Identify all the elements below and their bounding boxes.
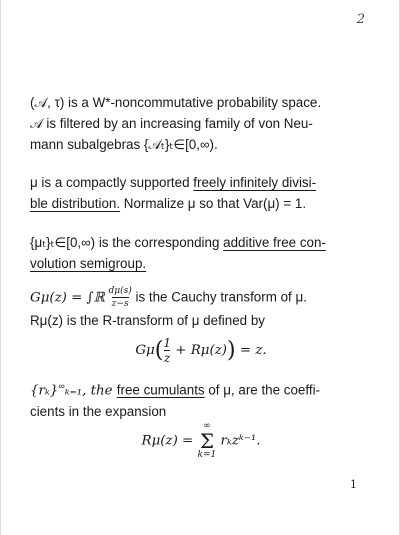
underlined-term: volution semigroup. bbox=[30, 256, 147, 271]
summation bbox=[198, 422, 217, 460]
text-span: is the Cauchy transform of μ. bbox=[131, 289, 307, 305]
text-line bbox=[30, 193, 370, 214]
text-span: {μₜ}ₜ∈[0,∞) is the corresponding bbox=[30, 235, 224, 250]
fraction bbox=[163, 336, 171, 365]
paragraph-semigroup bbox=[30, 232, 370, 274]
math-inline: Rμ(z) = bbox=[141, 433, 194, 449]
text-line bbox=[30, 253, 370, 274]
equation-cumulant-expansion bbox=[1, 422, 400, 460]
paren-left: ( bbox=[154, 338, 164, 363]
text-line: 𝒜 is filtered by an increasing family of von Neu- bbox=[30, 116, 313, 131]
math-inline: Gμ bbox=[135, 343, 155, 358]
math-inline: rₖzᵏ⁻¹. bbox=[220, 433, 261, 449]
underlined-term: ble distribution. bbox=[30, 196, 121, 211]
equation-r-transform bbox=[1, 336, 400, 365]
math-inline: + Rμ(z) bbox=[175, 343, 227, 358]
math-inline: ₖ₌₁, the bbox=[64, 383, 117, 399]
text-line bbox=[30, 172, 370, 193]
fraction-denominator: z−s bbox=[111, 299, 129, 309]
fraction bbox=[108, 286, 131, 310]
paragraph-probability-space bbox=[30, 92, 370, 155]
fraction-numerator: dμ(s) bbox=[108, 286, 132, 296]
math-inline: Gμ(z) = ∫ℝ bbox=[30, 290, 105, 306]
summation-upper: ∞ bbox=[203, 421, 211, 431]
page-number: 1 bbox=[350, 478, 357, 491]
text-span: μ is a compactly supported bbox=[30, 175, 194, 190]
fraction-denominator: z bbox=[163, 351, 171, 365]
paren-right: ) bbox=[227, 338, 236, 363]
fraction-numerator: 1 bbox=[163, 336, 171, 350]
text-span: Normalize μ so that Var(μ) = 1. bbox=[120, 196, 307, 211]
summation-sign: Σ bbox=[199, 429, 214, 453]
text-line bbox=[30, 232, 370, 253]
text-line: (𝒜, τ) is a W*-noncommutative probability space. bbox=[30, 95, 322, 110]
handwritten-page-mark: 2 bbox=[356, 12, 365, 27]
text-span: of μ, are the coeffi- bbox=[204, 382, 321, 398]
math-inline: = z. bbox=[239, 343, 267, 358]
math-inline: {rₖ} bbox=[30, 383, 59, 399]
underlined-term: freely infinitely divisi- bbox=[193, 175, 317, 190]
superscript: ∞ bbox=[58, 381, 65, 391]
paragraph-free-cumulants bbox=[30, 376, 370, 422]
text-line: mann subalgebras {𝒜ₜ}ₜ∈[0,∞). bbox=[30, 137, 218, 152]
paragraph-cauchy-transform bbox=[30, 286, 370, 331]
summation-lower: k=1 bbox=[197, 450, 217, 460]
text-line: cients in the expansion bbox=[30, 404, 167, 420]
text-line bbox=[30, 286, 370, 310]
underlined-term: additive free con- bbox=[223, 235, 326, 250]
text-line: Rμ(z) is the R-transform of μ defined by bbox=[30, 313, 265, 328]
underlined-term: free cumulants bbox=[116, 382, 205, 398]
paragraph-distribution bbox=[30, 172, 370, 214]
text-line bbox=[30, 376, 370, 401]
